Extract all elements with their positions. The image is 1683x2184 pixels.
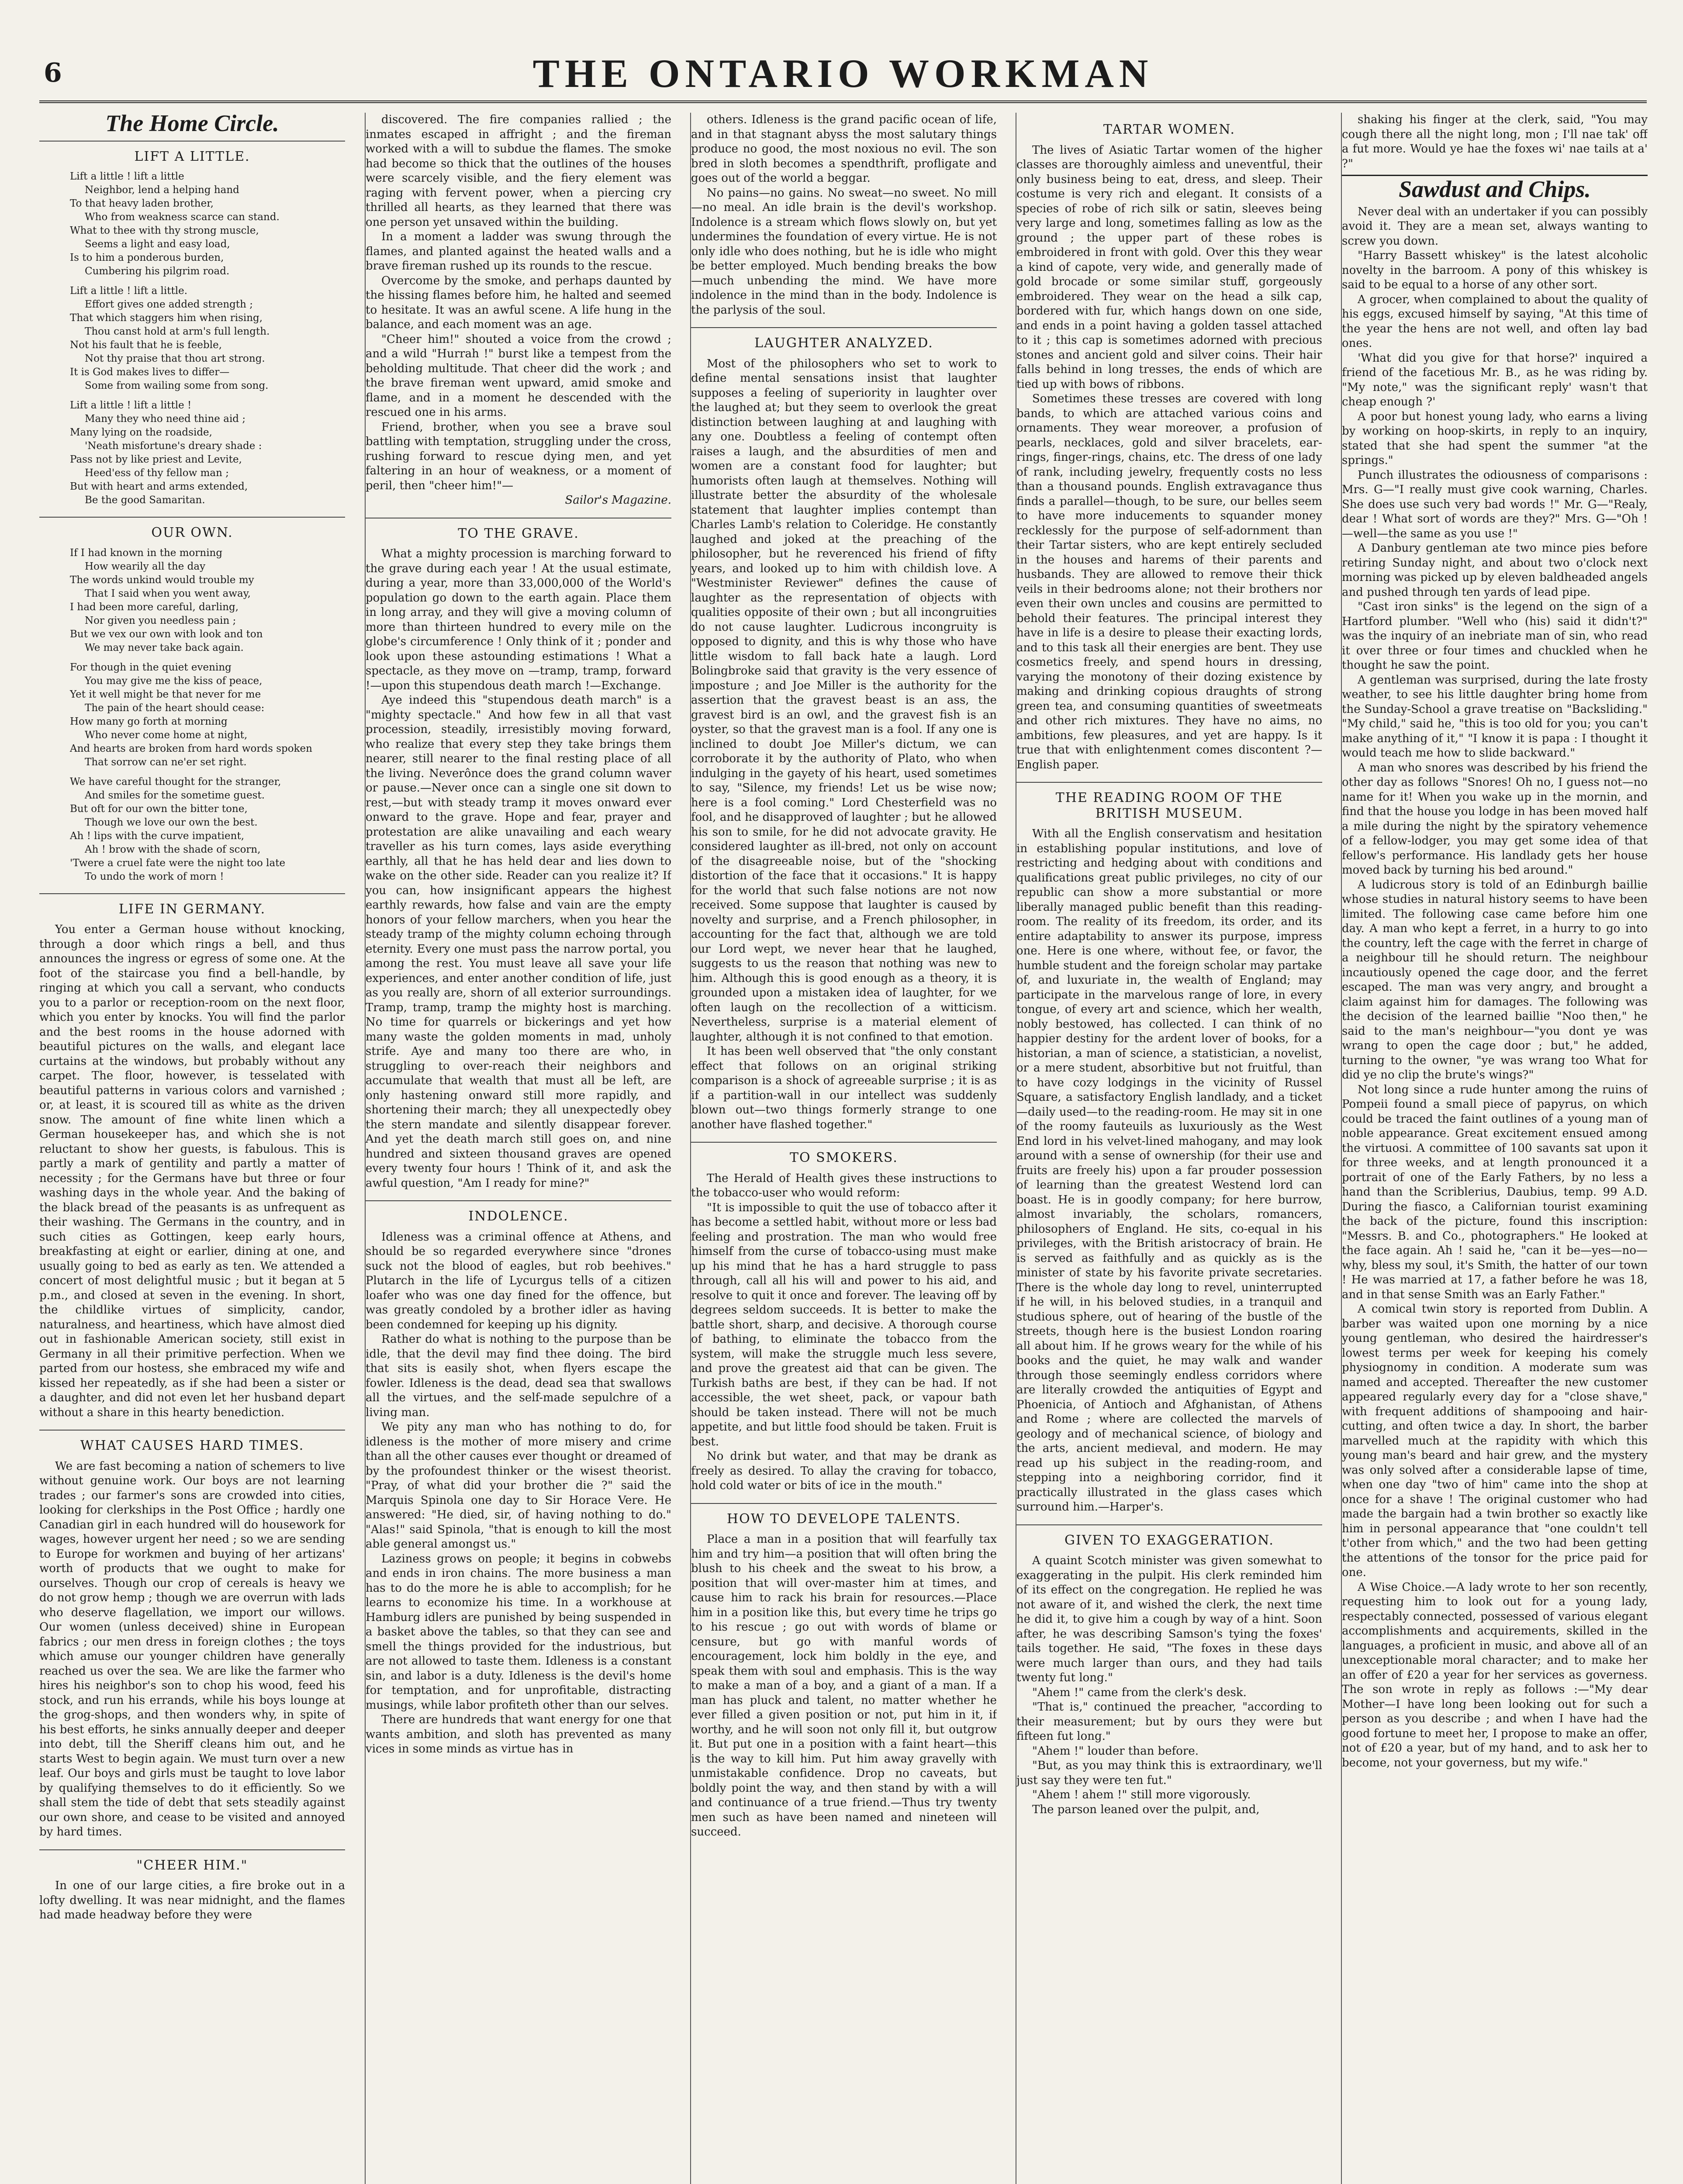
poem-line: Thou canst hold at arm's full length. [85,326,270,337]
poem-line: Ah ! lips with the curve impatient, [70,830,245,842]
paragraph: others. Idleness is the grand pacific ocean of life, and in that stagnant abyss the most salutary things produce no good, the most noxious no evil. The son bred in sloth becomes a spendthrift, profligate and goes out of the world a beggar. [691,113,997,185]
poem-line: If I had known in the morning [70,547,223,559]
paragraph: 'What did you give for that horse?' inquired a friend of the facetious Mr. B., as he was riding by. "My note," was the significant reply' wasn't that cheap enough ?' [1342,351,1648,408]
paragraph: A quaint Scotch minister was given somewhat to exaggerating in the pulpit. His clerk reminded him of its effect on the congregation. He replied he was not aware of it, and wished the clerk, the next time he did it, to give him a cough by way of a hint. Soon after, he was describing Samson's tying the foxes' tails together. He said, "The foxes in these days were much larger than ours, and they had tails twenty fut long." [1016,1554,1322,1684]
paragraph: You enter a German house without knocking, through a door which rings a bell, and thus announces the ingress or egress of some one. At the foot of the staircase you find a bell-handle, by ringing at which you call a servant, who conducts you to a parlor or reception-room on the next floor, which you enter by knocks. You will find the parlor and the best rooms in the house adorned with beautiful pictures on the walls, and elegant lace curtains at the windows, but probably without any carpet. The floor, however, is tesselated with beautiful patterns in various colors and varnished ; or, at least, it is scoured till as white as the driven snow. The amount of fine white linen which a German housekeeper has, and which she is not reluctant to show her guests, is fabulous. This is partly a mark of gentility and partly a matter of necessity ; for the Germans have but three or four washing days in the whole year. And the baking of the black bread of the peasants is as unfrequent as their washing. The Germans in the country, and in such cities as Gottingen, keep early hours, breakfasting at eight or earlier, dining at one, and usually going to bed as early as ten. We attended a concert of most delightful music ; but it began at 5 p.m., and closed at seven in the evening. In short, the childlike virtues of simplicity, candor, naturalness, and heartiness, which have almost died out in fashionable American society, still exist in Germany in all their primitive perfection. When we parted from our hostess, she embraced my wife and kissed her repeatedly, as if she had been a sister or a daughter, and did not even let her husband depart without a share in this hearty benediction. [39,923,345,1419]
poem-line: The words unkind would trouble my [70,574,254,586]
poem-line: Some from wailing some from song. [85,380,269,391]
paragraph: "Cheer him!" shouted a voice from the crowd ; and a wild "Hurrah !" burst like a tempest from the beholding multitude. That cheer did the work ; and the brave fireman went upward, amid smoke and flame, and in a moment he descended with the rescued one in his arms. [366,332,671,419]
paragraph: discovered. The fire companies rallied ; the inmates escaped in affright ; and the fireman worked with a will to subdue the flames. The smoke had become so thick that the outlines of the houses were scarcely visible, and the fiery element was raging with fervent power, when a piercing cry thrilled all hearts, as they learned that there was one person yet unsaved within the building. [366,113,671,229]
poem-line: Though we love our own the best. [85,816,258,828]
paragraph: Laziness grows on people; it begins in cobwebs and ends in iron chains. The more business a man has to do the more he is able to accomplish; for he learns to economize his time. In a workhouse at Hamburg idlers are punished by being suspended in a basket above the tables, so that they can see and smell the things provided for the industrious, but are not allowed to taste them. Idleness is a constant sin, and labor is a duty. Idleness is the devil's home for temptation, and for unprofitable, distracting musings, while labor profiteth other than our selves. [366,1552,671,1712]
article-cheer-him [39,1879,345,1923]
poem-line: Ah ! brow with the shade of scorn, [85,843,261,855]
poem-line: But with heart and arms extended, [70,481,248,492]
poem-line: But we vex our own with look and ton [70,628,263,640]
column-1 [39,113,345,2184]
paragraph: "That is," continued the preacher, "according to their measurement; but by ours they were but fifteen fut long." [1016,1700,1322,1743]
paragraph: "Ahem !" came from the clerk's desk. [1032,1686,1247,1699]
poem-line: To undo the work of morn ! [85,871,224,882]
poem-line: Seems a light and easy load, [85,238,230,250]
sawdust-and-chips-items [1342,205,1648,1771]
article-to-smokers-title: TO SMOKERS. [691,1142,997,1165]
poem-line: Neighbor, lend a helping hand [85,184,239,196]
poem-line: Who from weakness scarce can stand. [85,211,280,223]
poem-line: That which staggers him when rising, [70,312,263,324]
paragraph: A ludicrous story is told of an Edinburgh baillie whose studies in natural history seems to have been limited. The following case came before him one day. A man who kept a ferret, in a hurry to go into the country, left the cage with the ferret in charge of a neighbour till he should return. The neighbour incautiously opened the cage door, and the ferret escaped. The man was very angry, and brought a claim against him for damages. The following was the decision of the learned baillie "Noo then," he said to the man's neighbour—"you dont ye was wrang to open the cage door ; but," he added, turning to the owner, "ye was wrang too What for did ye no clip the brute's wings?" [1342,878,1648,1082]
article-to-the-grave [366,547,671,1191]
page-number: 6 [44,58,62,88]
paragraph: In one of our large cities, a fire broke out in a lofty dwelling. It was near midnight, and the flames had made headway before they were [39,1879,345,1921]
article-indolence-title: INDOLENCE. [366,1200,671,1224]
poem-line: Be the good Samaritan. [85,494,205,506]
paragraph: The parson leaned over the pulpit, and, [1032,1803,1260,1816]
cheer-him-source: Sailor's Magazine. [565,494,671,507]
paragraph: "It is impossible to quit the use of tobacco after it has become a settled habit, without more or less bad feeling and prostration. The man who would free himself from the curse of tobacco-using must make up his mind that he has a hard struggle to pass through, call all his will and power to his aid, and resolve to quit it once and forever. The leaving off by degrees seldom succeeds. It is better to make the battle short, sharp, and decisive. A thorough course of bathing, to eliminate the tobacco from the system, will make the struggle much less severe, and prove the greatest aid that can be given. The Turkish baths are best, if they can be had. If not accessible, the wet sheet, pack, or vapour bath should be taken instead. There will not be much appetite, and but little food should be taken. Fruit is best. [691,1201,997,1448]
poem-line: Not his fault that he is feeble, [70,339,222,351]
paragraph: What a mighty procession is marching forward to the grave during each year ! At the usual estimate, during a year, more than 33,000,000 of the World's population go down to the earth again. Place them in long array, and they will give a moving column of more than thirteen hundred to every mile on the globe's circumference ! Only think of it ; ponder and look upon these astounding estimations ! What a spectacle, as they move on —tramp, tramp, forward !—upon this stupendous death march !—Exchange. [366,547,671,692]
paragraph: Sometimes these tresses are covered with long bands, to which are attached various coins and ornaments. They wear moreover, a profusion of pearls, necklaces, gold and silver bracelets, ear-rings, finger-rings, chains, etc. The dress of one lady of rank, including jewelry, frequently costs no less than a thousand pounds. English extravagance thus finds a parallel—though, to be sure, our belles seem to have more inducements to squander money recklessly for the purpose of self-adornment than their Tartar sisters, who are kept entirely secluded in the houses and harems of their parents and husbands. They are allowed to remove their thick veils in their bedrooms alone; not their brothers nor even their own uncles and cousins are permitted to behold their features. The principal interest they have in life is a desire to please their exacting lords, and to this task all their energies are bent. They use cosmetics freely, and spend hours in dressing, varying the monotony of their dozing existence by making and drinking copious draughts of strong green tea, and consuming quantities of sweetmeats and other rich mixtures. They have no aims, no ambitions, few pleasures, and yet are happy. Is it true that with enlightenment comes discontent ?—English paper. [1016,392,1322,771]
poem-line: Pass not by like priest and Levite, [70,454,242,465]
column-3 [690,113,997,2184]
paragraph: Idleness was a criminal offence at Athens, and should be so regarded everywhere since "drones suck not the blood of eagles, but rob beehives." Plutarch in the life of Lycurgus tells of a citizen loafer who was one day fined for the offence, but was greatly condoled by a brother idler as having been condemned for keeping up his dignity. [366,1230,671,1331]
poem-lift-a-little-title: LIFT A LITTLE. [39,141,345,164]
poem-lift-a-little [70,170,345,507]
paragraph: We are fast becoming a nation of schemers to live without genuine work. Our boys are not learning trades ; our farmer's sons are crowded into cities, looking for clerkships in the Post Office ; hardly one Canadian girl in each hundred will do housework for wages, however urgent her need ; so we are sending to Europe for workmen and buying of her artizans' worth of products that we ought to make for ourselves. Though our crop of cereals is heavy we do not grow hemp ; though we are overrun with lads who deserve flagellation, we import our willows. Our women (unless deceived) shine in European fabrics ; our men dress in foreign clothes ; the toys which amuse our younger children have generally reached us over the sea. We are like the farmer who hires his neighbor's son to chop his wood, feed his stock, and run his errands, while his boys lounge at the grog-shops, and then wonders why, in spite of his best efforts, he sinks annually deeper and deeper into debt, till the Sheriff cleans him out, and he starts West to begin again. We must turn over a new leaf. Our boys and girls must be taught to love labor by qualifying themselves to do it efficiently. So we shall stem the tide of debt that sets steadily against our own shore, and cease to be visited and annoyed by hard times. [39,1459,345,1838]
paragraph: The lives of Asiatic Tartar women of the higher classes are thoroughly aimless and uneventful, their only business being to eat, dress, and sleep. Their costume is very rich and elegant. It consists of a species of robe of rich silk or satin, sleeves being very large and long, sometimes falling as low as the ground ; the upper part of these robes is embroidered in front with gold. Over this they wear a kind of capote, very wide, and generally made of gold brocade or some similar stuff, gorgeously embroidered. They wear on the head a silk cap, bordered with fur, which hangs down on one side, and ends in a point having a golden tassel attached to it ; this cap is sometimes adorned with precious stones and ancient gold and silver coins. Their hair falls behind in long tresses, the ends of which are tied up with bows of ribbons. [1016,143,1322,391]
poem-line: What to thee with thy strong muscle, [70,225,259,236]
poem-line: We may never take back again. [85,642,244,653]
paragraph: No pains—no gains. No sweat—no sweet. No mill—no meal. An idle brain is the devil's workshop. Indolence is a stream which flows slowly on, but yet undermines the foundation of every virtue. He is not only idle who does nothing, but he is idle who might be better employed. Much bending breaks the bow—much unbending the mind. We have more indolence in the mind than in the body. Indolence is the parlysis of the soul. [691,186,997,317]
poem-line: How wearily all the day [85,560,206,572]
article-laughter [691,357,997,1133]
poem-line: 'Twere a cruel fate were the night too late [70,857,286,869]
sawdust-and-chips-heading: Sawdust and Chips. [1342,175,1648,197]
newspaper-title: THE ONTARIO WORKMAN [532,51,1154,96]
paragraph: Place a man in a position that will fearfully tax him and try him—a position that will often bring the blush to his cheek and the sweat to his brow, a position that will over-master him at times, and cause him to rack his brain for resources.—Place him in a position like this, but every time he trips go to his rescue ; go out with words of blame or censure, but go with manful words of encouragement, lock him boldly in the eye, and speak them with soul and emphasis. This is the way to make a man of a boy, and a giant of a man. If a man has pluck and talent, no matter whether he ever filled a given position or not, put him in it, if worthy, and he will soon not only fill it, but outgrow it. But put one in a position with a faint heart—this is the way to kill him. Put him away gravelly with unmistakable confidence. Drop no caveats, but boldly point the way, and then stand by with a will and continuance of a true friend.—Thus try twenty men such as have been named and nineteen will succeed. [691,1533,997,1838]
paragraph: shaking his finger at the clerk, said, "You may cough there all the night long, mon ; I'll nae tak' off a fut more. Would ye hae the foxes wi' nae tails at a' ?" [1342,113,1648,170]
paragraph: With all the English conservatism and hesitation in establishing popular institutions, and love of restricting and hedging about with conditions and qualifications great public privileges, no city of our republic can show a more substantial or more liberally managed public benefit than this reading-room. The reality of its freedom, its order, and its entire adaptability to answer its purpose, impress one. Here is one where, without fee, or favor, the humble student and the foreign scholar may partake of, and luxuriate in, the wealth of England; may participate in the marvelous range of lore, in every tongue, of every art and science, which her wealth, nobly bestowed, has collected. I can think of no happier destiny for the ardent lover of books, for a historian, a man of science, a statistician, a novelist, or a mere student, absorbitive but not fruitful, than to have cozy lodgings in the vicinity of Russel Square, a satisfactory English landlady, and a ticket—daily used—to the reading-room. He may sit in one of the roomy fauteuils as luxuriously as the West End lord in his velvet-lined mahogany, and may look around with a sense of ownership (for their use and fruits are freely his) upon a far prouder possession of learning than the greatest Westend lord can boast. He is in goodly company; for here burrow, almost invariably, the scholars, romancers, philosophers of England. He sits, co-equal in his privileges, with the British aristocracy of brain. He is served as faithfully and as quickly as is the minister of state by his favorite private secretaries. There is the whole day long to revel, uninterrupted if he will, in his beloved studies, in a tranquil and studious sphere, out of hearing of the bustle of the streets, though here is the busiest London roaring all about him. If he grows weary for the while of his books and the quiet, he may walk and wander through those seemingly endless corridors where are literally crowded the antiquities of Egypt and Phoenicia, of Antioch and Afghanistan, of Athens and Rome ; where are collected the marvels of geology and of mechanical science, of biology and the arts, ancient medieval, and modern. He may read up his subject in the reading-room, and stepping into a neighboring corridor, find it practically illustrated in the glass cases which surround him.—Harper's. [1016,827,1322,1514]
poem-line: Many lying on the roadside, [70,427,212,438]
article-cheer-him-title: "CHEER HIM." [39,1849,345,1873]
paragraph: A grocer, when complained to about the quality of his eggs, excused himself by saying, "At this time of the year the hens are not well, and often lay bad ones. [1342,293,1648,350]
article-hard-times-title: WHAT CAUSES HARD TIMES. [39,1430,345,1453]
poem-line: 'Neath misfortune's dreary shade : [85,440,262,452]
poem-line: I had been more careful, darling, [70,601,239,613]
paragraph: A poor but honest young lady, who earns a living by working on hoop-skirts, in reply to an inquiry, stated that she had spent the summer "at the springs." [1342,410,1648,467]
paragraph: Friend, brother, when you see a brave soul battling with temptation, struggling under the cross, rushing forward to rescue dying men, and yet faltering in an hour of weakness, or a moment of peril, then "cheer him!"— [366,420,671,492]
poem-line: That I said when you went away, [85,587,251,599]
article-exaggeration-title: GIVEN TO EXAGGERATION. [1016,1524,1322,1548]
poem-line: Lift a little ! lift a little ! [70,400,192,411]
poem-line: Is to him a ponderous burden, [70,252,224,263]
poem-line: To that heavy laden brother, [70,198,214,209]
paragraph: The Herald of Health gives these instructions to the tobacco-user who would reform: [691,1171,997,1199]
masthead [39,48,1647,103]
paragraph: A Wise Choice.—A lady wrote to her son recently, requesting him to look out for a young lady, respectably connected, possessed of various elegant accomplishments and acquirements, skilled in the languages, a proficient in music, and above all of an unexceptionable moral character; and to make her an offer of £20 a year for her services as governess. The son wrote in reply as follows :—"My dear Mother—I have long been looking out for such a person as you describe ; and when I have had the good fortune to meet her, I propose to make an offer, not of £20 a year, but of my hand, and to ask her to become, not your governess, but my wife." [1342,1580,1648,1769]
article-talents-title: HOW TO DEVELOPE TALENTS. [691,1503,997,1527]
paragraph: "Harry Bassett whiskey" is the latest alcoholic novelty in the barroom. A pony of this whiskey is said to be equal to a horse of any other sort. [1342,249,1648,291]
poem-line: You may give me the kiss of peace, [85,675,263,687]
article-tartar-women [1016,143,1322,773]
paragraph: "Ahem ! ahem !" still more vigorously. [1032,1788,1251,1801]
poem-line: Cumbering his pilgrim road. [85,266,230,277]
paragraph: "Cast iron sinks" is the legend on the sign of a Hartford plumber. "Well who (his) said it didn't?" was the inquiry of an inebriate man of sin, who read it over three or four times and chuckled when he thought he saw the point. [1342,600,1648,672]
poem-line: Yet it well might be that never for me [70,688,261,700]
paragraph: "Ahem !" louder than before. [1032,1744,1199,1758]
poem-line: Lift a little ! lift a little [70,171,184,182]
article-indolence-continued [691,113,997,318]
article-to-smokers [691,1171,997,1493]
article-exaggeration-continued [1342,113,1648,171]
poem-line: Many they who need thine aid ; [85,413,246,425]
poem-our-own-title: OUR OWN. [39,517,345,540]
paragraph: We pity any man who has nothing to do, for idleness is the mother of more misery and crime than all the other causes ever thought or dreamed of by the profoundest thinker or the wisest theorist. "Pray, of what did your brother die ?" said the Marquis Spinola one day to Sir Horace Vere. He answered: "He died, sir, of having nothing to do." "Alas!" said Spinola, "that is enough to kill the most able general amongst us." [366,1420,671,1551]
poem-line: Not thy praise that thou art strong. [85,353,265,364]
poem-line: That sorrow can ne'er set right. [85,756,247,768]
article-reading-room-title: THE READING ROOM OF THE [1016,782,1322,805]
paragraph: A man who snores was described by his friend the other day as follows "Snores! Oh no, I guess not—no name for it! When you wake up in the mornin, and find that the house you lodge in has been moved half a mile during the night by the spiratory vehemence of a fellow-lodger, you may get some idea of that fellow's performance. His landlady gets her house moved back by turning his bed around." [1342,761,1648,877]
paragraph: Overcome by the smoke, and perhaps daunted by the hissing flames before him, he halted and seemed to hesitate. It was an awful scene. A life hung in the balance, and each moment was an age. [366,274,671,331]
article-exaggeration [1016,1554,1322,1817]
article-hard-times [39,1459,345,1840]
home-circle-heading: The Home Circle. [105,113,279,136]
article-laughter-title: LAUGHTER ANALYZED. [691,327,997,351]
poem-line: How many go forth at morning [70,715,228,727]
paragraph: Aye indeed this "stupendous death march" is a "mighty spectacle." And how few in all that vast procession, steadily, irresistibly moving forward, who realize that every step they take brings them nearer, still nearer to the final resting place of all the living. Neverônce does the grand column waver or pause.—Never once can a single one sit down to rest,—but with steady tramp it moves onward ever onward to the grave. Hope and fear, prayer and protestation are alike unavailing and each weary traveller as his turn comes, lays aside everything earthly, all that he has held dear and lies down to wake on the other side. Reader can you realize it? If you can, how insignificant appears the highest earthly rewards, how false and vain are the empty honors of your fellow marchers, when you hear the steady tramp of the mighty column echoing through eternity. Every one must pass the narrow portal, you among the rest. You must leave all save your life experiences, and enter another condition of life, just as you really are, shorn of all exterior surroundings. Tramp, tramp, tramp the mighty host is marching. No time for quarrels or bickerings and yet how many waste the golden moments in mad, unholy strife. Aye and many too there are who, in struggling to over-reach their neighbors and accumulate that wealth that must all be left, are only hastening onward still more rapidly, and shortening their march; they all unexpectedly obey the stern mandate and silently disappear forever. And yet the death march still goes on, and nine hundred and sixteen thousand graves are opened every twenty four hours ! Think of it, and ask the awful question, "Am I ready for mine?" [366,694,671,1190]
article-life-in-germany [39,923,345,1420]
article-reading-room-title-line2: BRITISH MUSEUM. [1095,805,1244,821]
poem-line: Heed'ess of thy fellow man ; [85,467,229,479]
columns [39,113,1647,2184]
paragraph: Rather do what is nothing to the purpose than be idle, that the devil may find thee doing. The bird that sits is easily shot, when flyers escape the fowler. Idleness is the dead, dead sea that swallows all the virtues, and the self-made sepulchre of a living man. [366,1333,671,1419]
poem-our-own [70,546,345,884]
article-tartar-women-title: TARTAR WOMEN. [1103,122,1236,137]
paragraph: Never deal with an undertaker if you can possibly avoid it. They are a mean set, always wanting to screw you down. [1342,205,1648,248]
poem-line: Nor given you needless pain ; [85,615,236,626]
paragraph: Not long since a rude hunter among the ruins of Pompeii found a small piece of papyrus, on which could be traced the faint outlines of a young man of noble appearance. Great excitement ensued among the virtuosi. A committee of 100 savants sat upon it for three weeks, and at length pronounced it a portrait of one of the Early Fathers, by no less a hand than the Scriblerius, Daubius, temp. 99 A.D. During the fiasco, a Californian tourist examining the back of the picture, found this inscription: "Messrs. B. and Co., photographers." He looked at the face again. Ah ! said he, "can it be—yes—no—why, bless my soul, it's Smith, the hatter of our town ! He was married at 17, a father before he was 18, and in that sense Smith was an Early Father." [1342,1083,1648,1301]
article-life-in-germany-title: LIFE IN GERMANY. [39,893,345,917]
poem-line: We have careful thought for the stranger, [70,776,281,788]
article-reading-room [1016,827,1322,1515]
paragraph: A gentleman was surprised, during the late frosty weather, to see his little daughter bring home from the Sunday-School a grave treatise on "Backsliding." "My child," said he, "this is too old for you; you can't make anything of it," "I know it is papa : I thought it would teach me how to slide backward." [1342,673,1648,760]
article-talents [691,1532,997,1840]
paragraph: A Danbury gentleman ate two mince pies before retiring Sunday night, and about two o'clock next morning was picked up by eleven baldheaded angels and pushed through ten yards of lead pipe. [1342,542,1648,599]
poem-line: It is God makes lives to differ— [70,366,230,378]
poem-line: And smiles for the sometime guest. [85,789,265,801]
poem-line: But oft for our own the bitter tone, [70,803,248,815]
column-5 [1341,113,1648,2184]
paragraph: No drink but water, and that may be drank as freely as desired. To allay the craving for tobacco, hold cold water or bits of ice in the mouth." [691,1450,997,1492]
poem-line: And hearts are broken from hard words spoken [70,743,312,754]
paragraph: A comical twin story is reported from Dublin. A barber was waited upon one morning by a nice young gentleman, who desired the hairdresser's lowest terms per week for keeping his comely physiognomy in condition. A moderate sum was named and accepted. Thereafter the new customer appeared regularly every day for a "close shave," with frequent additions of shampooing and hair-cutting, and often twice a day. In short, the barber marvelled much at the rapidity with which this young man's beard and hair grew, and the mystery was only solved after a considerable lapse of time, when one day "two of him" came into the shop at once for a shave ! The original customer who had made the bargain had a twin brother so exactly like him in personal appearance that "one couldn't tell t'other from which," and the two had been getting the attentions of the tonsor for the price paid for one. [1342,1303,1648,1579]
poem-line: The pain of the heart should cease: [85,702,265,714]
column-2 [365,113,671,2184]
poem-line: Effort gives one added strength ; [85,299,253,310]
paragraph: Most of the philosophers who set to work to define mental sensations insist that laughter supposes a feeling of superiority in laughter over the laughed at; but they seem to overlook the great distinction between laughing at and laughing with any one. Doubtless a feeling of contempt often raises a laugh, and the absurdities of men and women are a constant food for laughter; but humorists often laugh at themselves. Nothing will illustrate better the absurdity of the wholesale statement that laughter implies contempt than Charles Lamb's relation to Coleridge. He constantly laughed and joked at the preaching of the philosopher, but he reverenced his friend of fifty years, and looked up to him with childish love. A "Westminister Reviewer" defines the cause of laughter as the representation of objects with qualities opposite of their own ; but all incongruities do not cause laughter. Ludicrous incongruity is opposed to dignity, and this is why those who have little wisdom to fall back hate a laugh. Lord Bolingbroke said that gravity is the very essence of imposture ; and Joe Miller is the authority for the assertion that the gravest beast is an ass, the gravest bird is an owl, and the gravest fish is an oyster, so that the gravest man is a fool. If any one is inclined to doubt Joe Miller's dictum, we can corroborate it by the authority of Plato, who when indulging in the gayety of his heart, used sometimes to say, "Silence, my friends! Let us be wise now; here is a fool coming." Lord Chesterfield was no fool, and he disapproved of laughter ; but he allowed his son to smile, for he did not advocate gravity. He considered laughter as ill-bred, not only on account of the disagreeable noise, but of the "shocking distortion of the face that it occasions." It is happy for the world that such false notions are not now received. Some suppose that laughter is caused by novelty and surprise, and a French philosopher, in accounting for the fact that, although we are told our Lord wept, we never hear that he laughed, suggests to us the reason that nothing was new to him. Although this is good enough as a theory, it is grounded upon a mistaken idea of laughter, for we often laugh on the recollection of a witticism. Nevertheless, surprise is a material element of laughter, although it is not confined to that emotion. [691,357,997,1044]
poem-line: Lift a little ! lift a little. [70,285,188,297]
paragraph: There are hundreds that want energy for one that wants ambition, and sloth has prevented as many vices in some minds as virtue has in [366,1713,671,1755]
paragraph: Punch illustrates the odiousness of comparisons : Mrs. G—"I really must give cook warning, Charles. She does use such very bad words !" Mr. G—"Realy, dear ! What sort of words are they?" Mrs. G—"Oh !—well—the same as you use !" [1342,468,1648,540]
article-cheer-him-continued [366,113,671,493]
article-indolence [366,1230,671,1757]
paragraph: "But, as you may think this is extraordinary, we'll just say they were ten fut." [1016,1759,1322,1787]
paragraph: It has been well observed that "the only constant effect that follows on an original striking comparison is a shock of agreeable surprise ; it is as if a partition-wall in our intellect was suddenly blown out—two things formerly strange to one another have flashed together." [691,1045,997,1131]
poem-line: Who never come home at night, [85,729,248,741]
column-4 [1016,113,1322,2184]
poem-line: For though in the quiet evening [70,661,232,673]
paragraph: In a moment a ladder was swung through the flames, and planted against the heated walls and a brave fireman rushed up its rounds to the rescue. [366,230,671,273]
article-to-the-grave-title: TO THE GRAVE. [366,518,671,541]
